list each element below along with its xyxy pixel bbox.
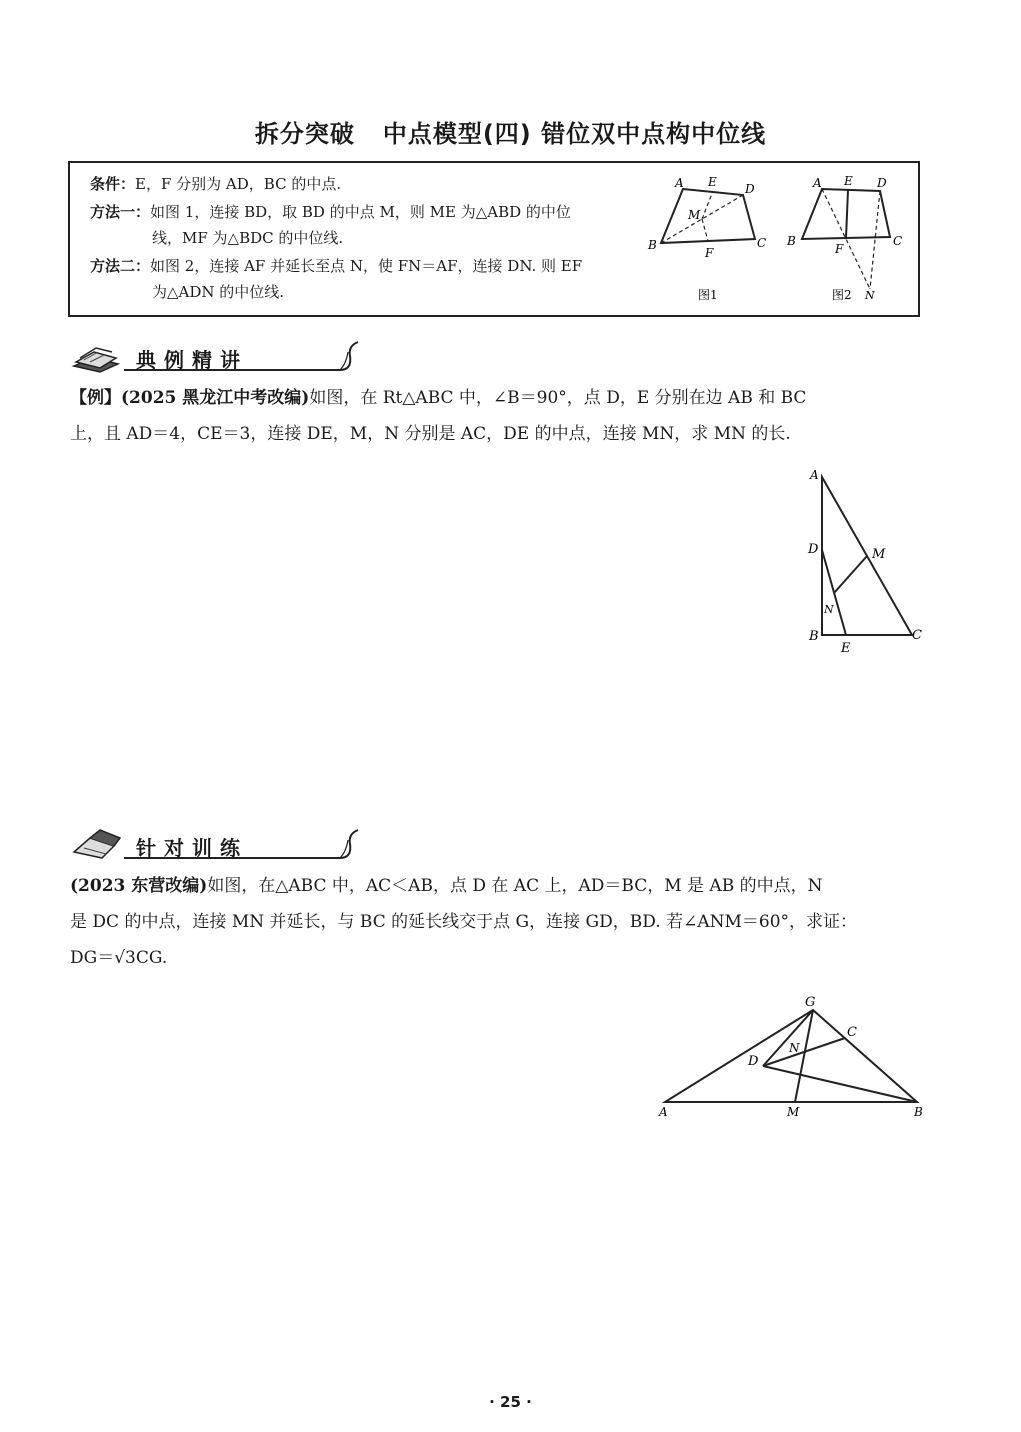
method1-text2: 线，MF 为△BDC 的中位线. <box>152 229 344 247</box>
example-paragraph <box>70 380 930 452</box>
practice-label-n: N <box>789 1041 800 1055</box>
fig1-label-e: E <box>708 175 717 189</box>
fig2-label-b: B <box>787 234 796 248</box>
practice-icon <box>70 826 124 862</box>
fig1-caption: 图1 <box>698 288 718 302</box>
condition-text: E，F 分别为 AD，BC 的中点. <box>135 175 342 193</box>
fig2-caption: 图2 <box>832 288 852 302</box>
page-title <box>0 114 1021 149</box>
fig2-label-n: N <box>865 289 875 302</box>
practice-line-1 <box>70 868 930 904</box>
example-label-c: C <box>912 628 922 643</box>
page-number: · 25 · <box>489 1393 532 1411</box>
fig2-label-f: F <box>835 242 844 256</box>
method2-text2: 为△ADN 的中位线. <box>152 283 285 301</box>
section-underline <box>124 338 364 378</box>
practice-label-c: C <box>847 1025 857 1040</box>
title-part-b: 中点模型(四) 错位双中点构中位线 <box>382 120 767 148</box>
example-figure <box>800 465 930 660</box>
practice-line-3: DG＝√3CG. <box>70 948 168 968</box>
fig2-label-c: C <box>893 234 903 248</box>
practice-label-a: A <box>659 1105 668 1119</box>
fig1-label-d: D <box>745 182 755 196</box>
practice-label-m: M <box>787 1105 800 1119</box>
example-label-d: D <box>808 542 819 557</box>
method2-label: 方法二： <box>90 257 151 275</box>
method2-line <box>90 253 582 279</box>
method1-line2 <box>152 225 343 251</box>
practice-figure <box>655 990 935 1120</box>
example-label-n: N <box>824 603 834 616</box>
example-label-a: A <box>810 468 819 482</box>
fig1-label-m: M <box>688 208 701 222</box>
practice-line-2: 是 DC 的中点，连接 MN 并延长，与 BC 的延长线交于点 G，连接 GD，BD. 若∠ANM＝60°，求证： <box>70 912 858 932</box>
practice-label-d: D <box>748 1054 759 1069</box>
book-icon <box>70 338 124 374</box>
method1-line <box>90 199 571 225</box>
fig2-label-a: A <box>813 176 822 190</box>
example-text-1: 如图，在 Rt△ABC 中，∠B＝90°，点 D，E 分别在边 AB 和 BC <box>309 388 807 408</box>
practice-label-b: B <box>914 1105 923 1119</box>
example-line-1 <box>70 380 930 416</box>
fig2-label-e: E <box>844 174 853 188</box>
practice-source: (2023 东营改编) <box>70 876 208 896</box>
practice-text-1: 如图，在△ABC 中，AC＜AB，点 D 在 AC 上，AD＝BC，M 是 AB 的中点，N <box>207 876 823 896</box>
fig1-label-f: F <box>705 246 714 260</box>
method1-text: 如图 1，连接 BD，取 BD 的中点 M，则 ME 为△ABD 的中位 <box>150 203 571 221</box>
method-box <box>68 161 920 317</box>
section-practice-title: 针对训练 <box>136 836 248 860</box>
method1-label: 方法一： <box>90 203 151 221</box>
example-label-e: E <box>841 641 851 656</box>
method2-line2 <box>152 279 284 305</box>
figure-2 <box>782 169 912 309</box>
fig1-label-b: B <box>648 238 657 252</box>
condition-label: 条件： <box>90 175 136 193</box>
title-part-a: 拆分突破 <box>254 120 355 148</box>
fig2-label-d: D <box>877 176 887 190</box>
example-label-b: B <box>809 629 819 644</box>
example-tag: 【例】 <box>70 388 121 408</box>
condition-line <box>90 171 341 197</box>
example-label-m: M <box>872 547 886 562</box>
fig1-label-a: A <box>675 176 684 190</box>
example-line-2: 上，且 AD＝4，CE＝3，连接 DE，M，N 分别是 AC，DE 的中点，连接 MN，求 MN 的长. <box>70 424 791 444</box>
example-source: (2025 黑龙江中考改编) <box>121 388 310 408</box>
section-example-title: 典例精讲 <box>136 348 248 372</box>
fig1-label-c: C <box>757 236 767 250</box>
figure-1 <box>645 169 765 309</box>
practice-label-g: G <box>805 995 816 1010</box>
practice-paragraph <box>70 868 930 976</box>
section-underline-2 <box>124 826 364 866</box>
method2-text: 如图 2，连接 AF 并延长至点 N，使 FN＝AF，连接 DN. 则 EF <box>150 257 583 275</box>
